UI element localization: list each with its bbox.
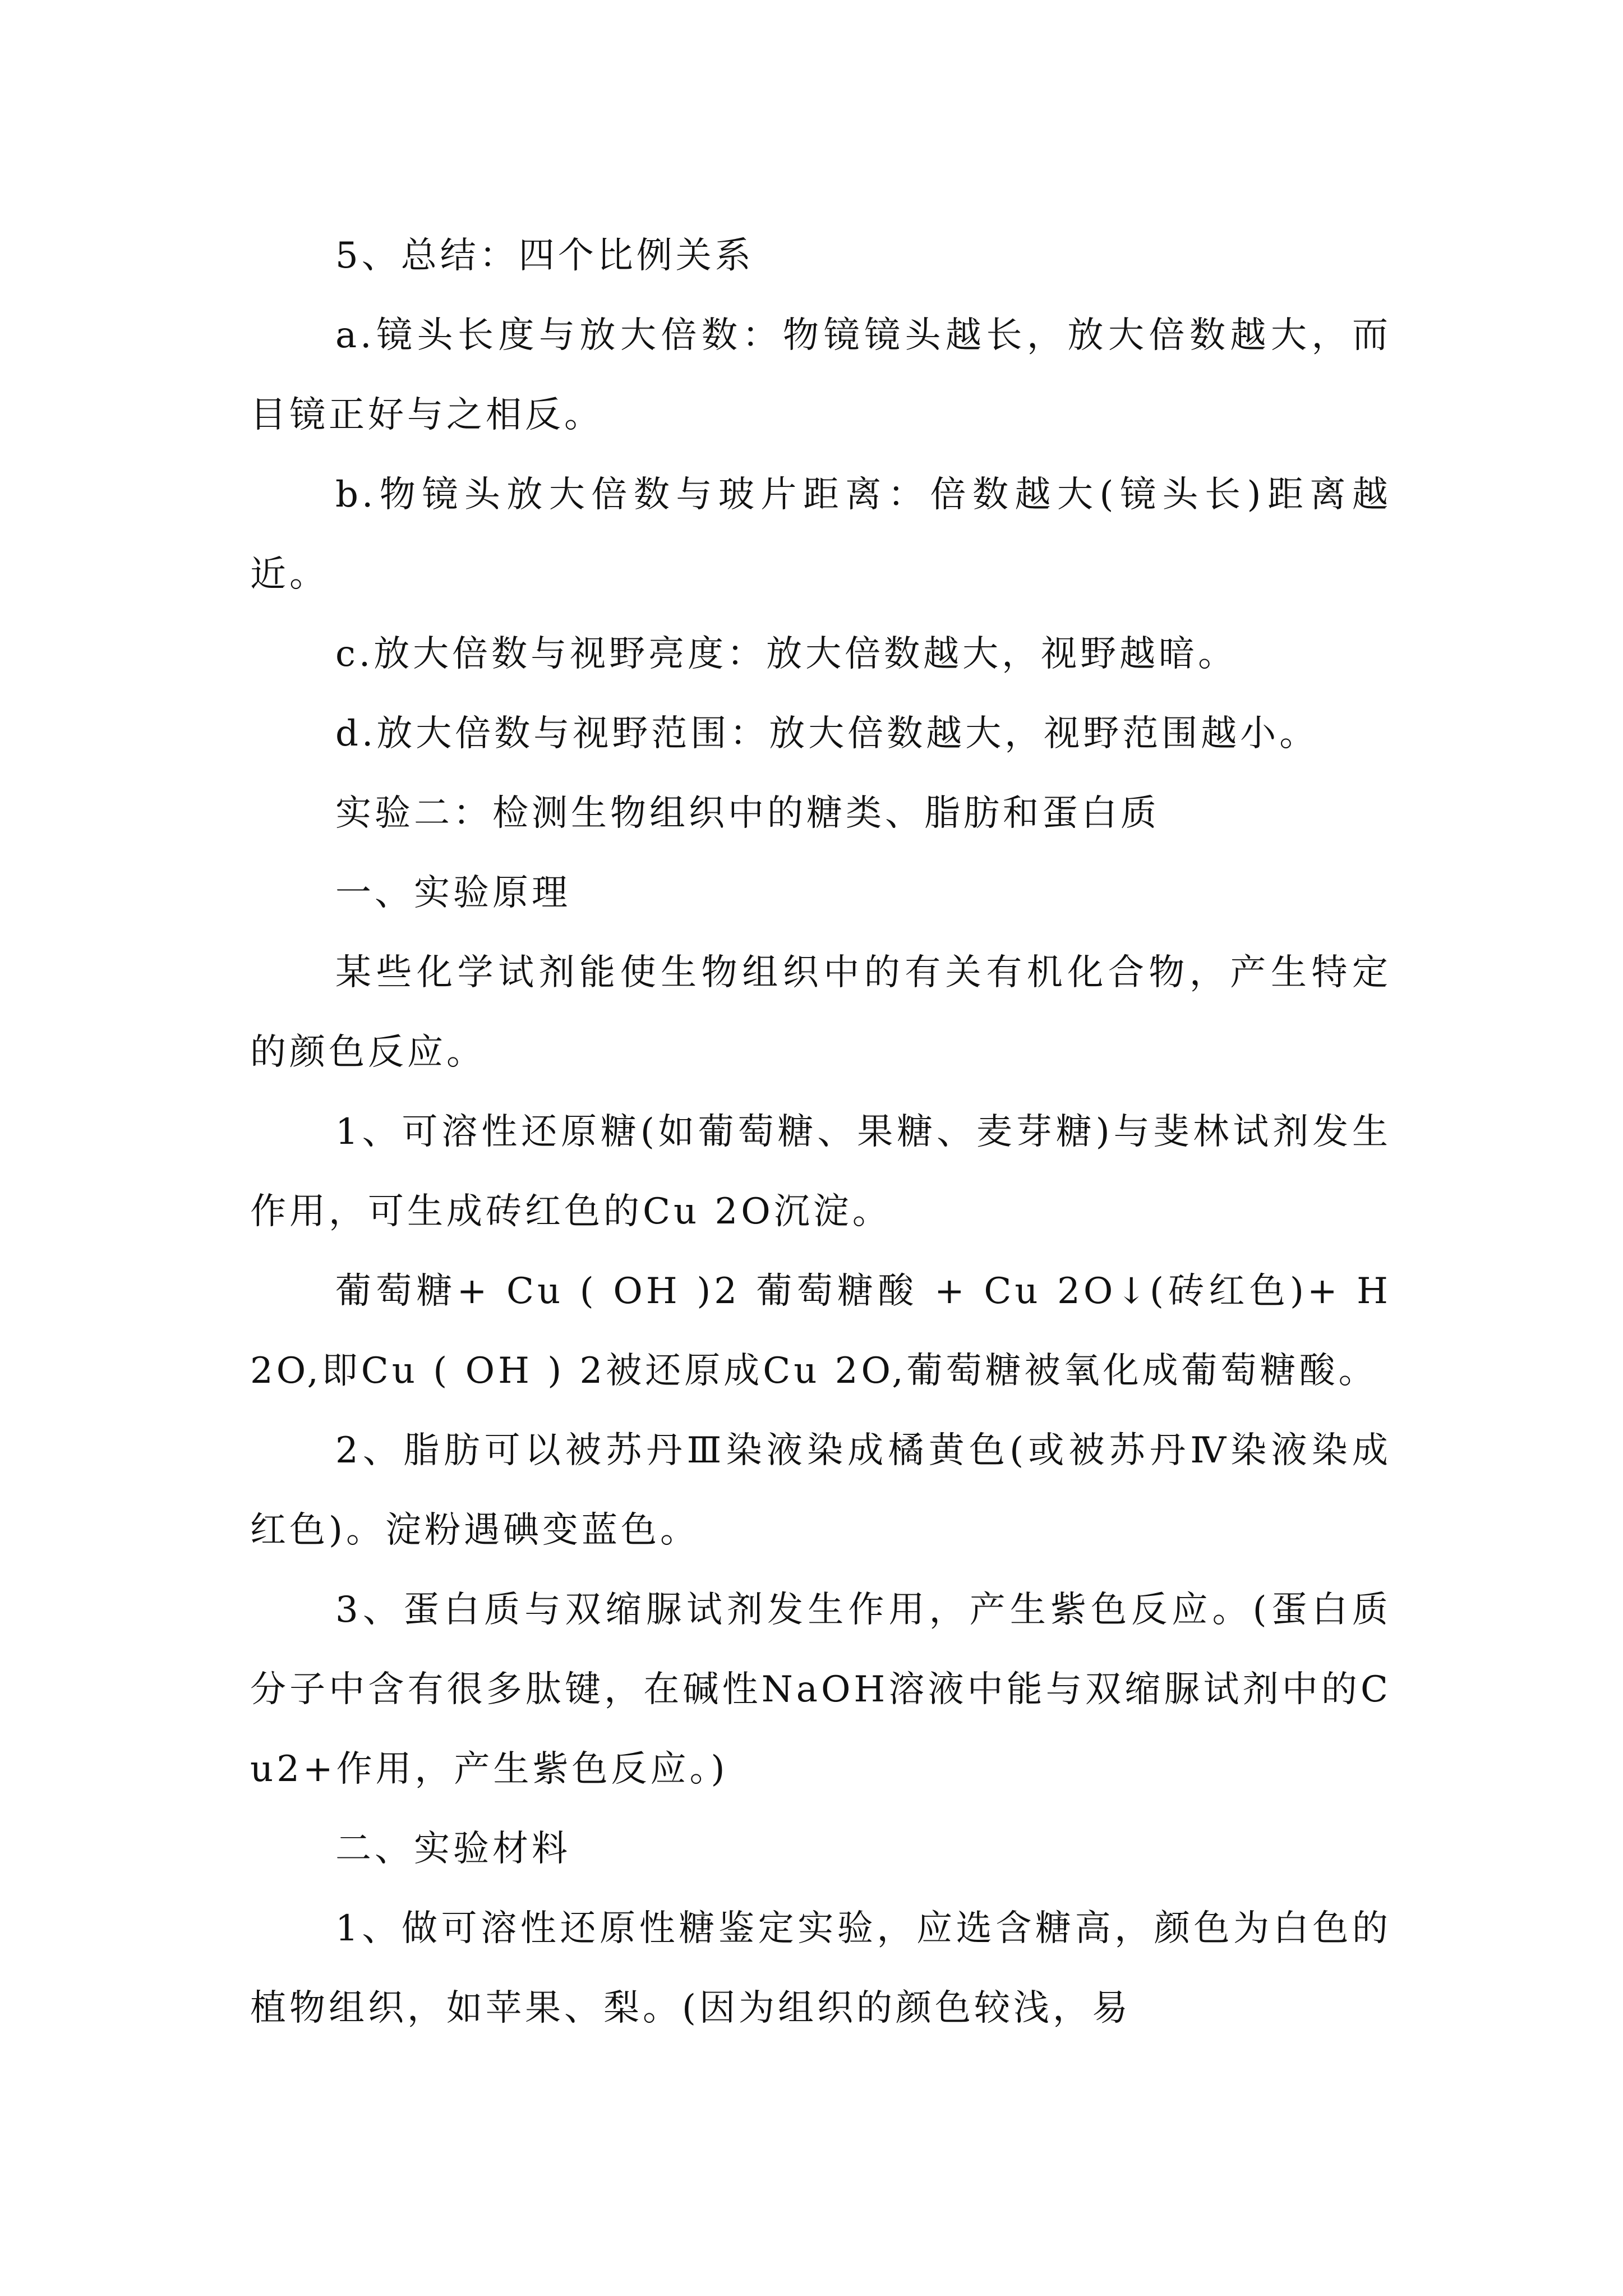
experiment-two-title: 实验二：检测生物组织中的糖类、脂肪和蛋白质 bbox=[335, 793, 1160, 834]
paragraph-a: a.镜头长度与放大倍数：物镜镜头越长，放大倍数越大，而目镜正好与之相反。 bbox=[250, 315, 1391, 436]
principle-item-1: 1、可溶性还原糖(如葡萄糖、果糖、麦芽糖)与斐林试剂发生作用，可生成砖红色的Cu 2O沉淀。 bbox=[250, 1111, 1391, 1232]
materials-item-1: 1、做可溶性还原性糖鉴定实验，应选含糖高，颜色为白色的植物组织，如苹果、梨。(因为组织的颜色较浅，易 bbox=[250, 1908, 1391, 2029]
paragraph-b: b.物镜头放大倍数与玻片距离：倍数越大(镜头长)距离越近。 bbox=[250, 474, 1391, 595]
principle-intro: 某些化学试剂能使生物组织中的有关有机化合物，产生特定的颜色反应。 bbox=[250, 952, 1391, 1073]
principle-item-3: 3、蛋白质与双缩脲试剂发生作用，产生紫色反应。(蛋白质分子中含有很多肽键，在碱性NaOH溶液中能与双缩脲试剂中的Cu2+作用，产生紫色反应。) bbox=[250, 1589, 1391, 1790]
document-body bbox=[250, 216, 1391, 2048]
section-heading-principle: 一、实验原理 bbox=[335, 872, 571, 914]
section-heading-summary: 5、总结：四个比例关系 bbox=[335, 235, 754, 277]
paragraph-c: c.放大倍数与视野亮度：放大倍数越大，视野越暗。 bbox=[335, 633, 1238, 675]
paragraph-d: d.放大倍数与视野范围：放大倍数越大，视野范围越小。 bbox=[335, 713, 1319, 754]
section-heading-materials: 二、实验材料 bbox=[335, 1828, 571, 1870]
reaction-equation: 葡萄糖+ Cu ( OH )2 葡萄糖酸 + Cu 2O↓(砖红色)+ H 2O,即Cu ( OH ) 2被还原成Cu 2O,葡萄糖被氧化成葡萄糖酸。 bbox=[250, 1271, 1391, 1392]
principle-item-2: 2、脂肪可以被苏丹Ⅲ染液染成橘黄色(或被苏丹Ⅳ染液染成红色)。淀粉遇碘变蓝色。 bbox=[250, 1430, 1391, 1551]
